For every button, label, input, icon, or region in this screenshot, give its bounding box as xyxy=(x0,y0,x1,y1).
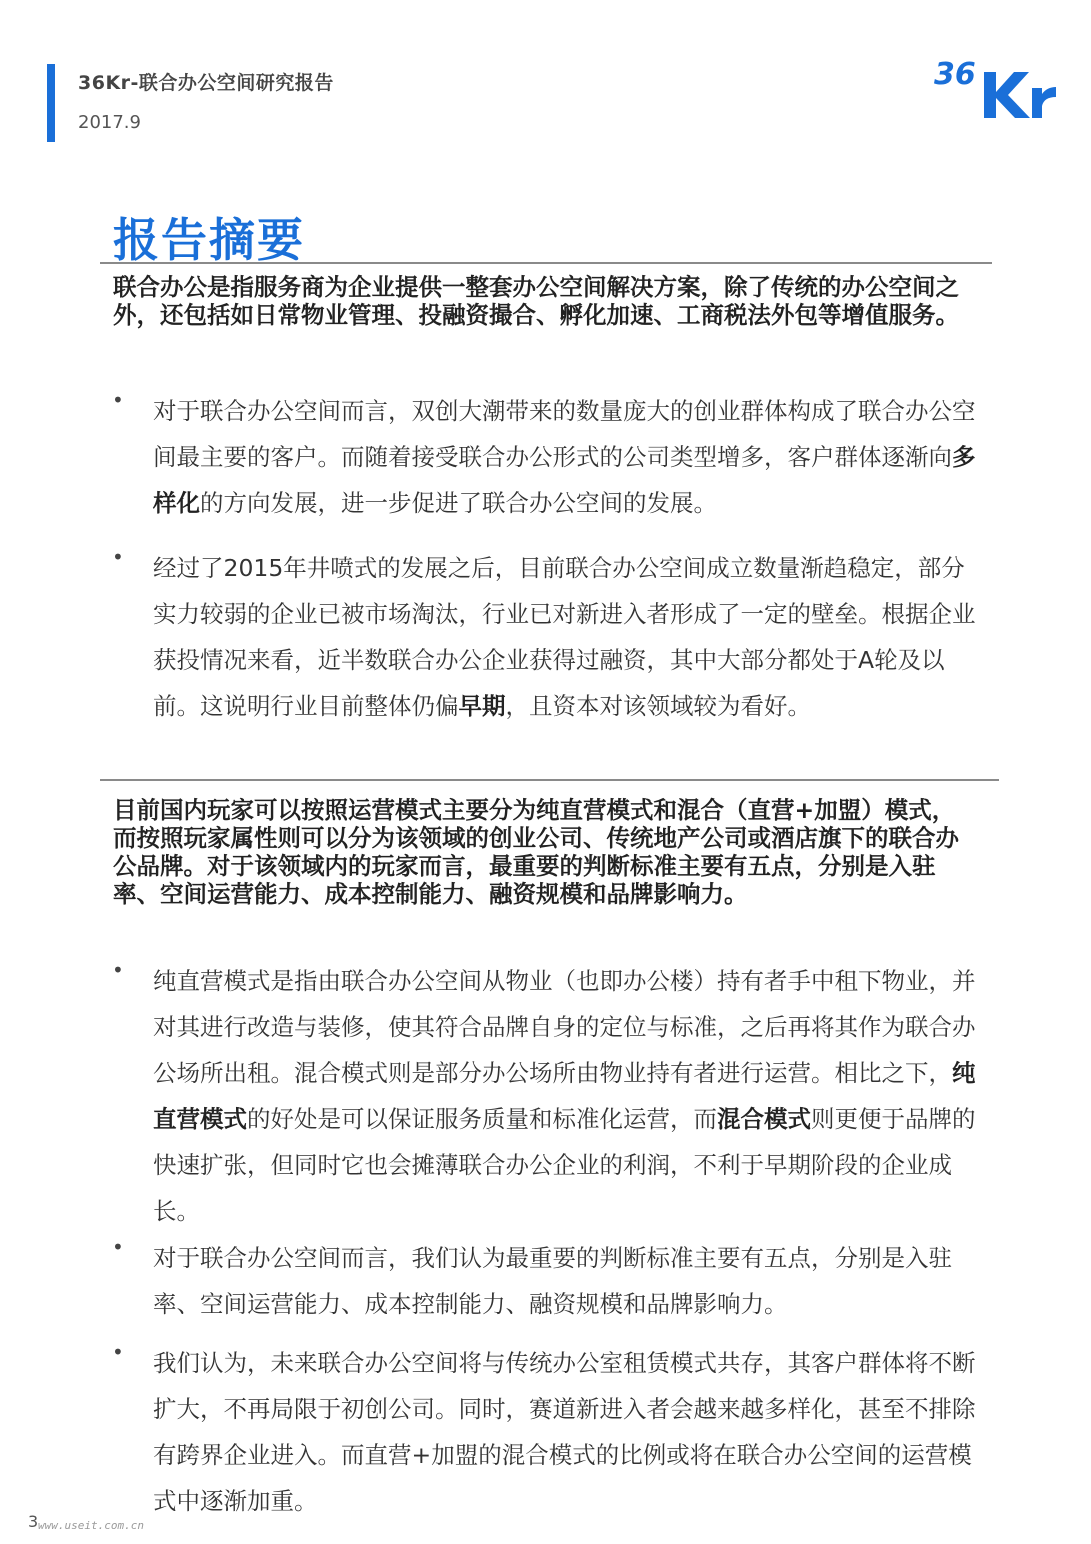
bold-emphasis: 混合模式 xyxy=(717,1105,811,1133)
section-divider xyxy=(100,779,999,781)
bullet-text: 对于联合办公空间而言，双创大潮带来的数量庞大的创业群体构成了联合办公空间最主要的客户。而随着接受联合办公形式的公司类型增多，客户群体逐渐向多样化的方向发展，进一步促进了联合办公空间的发展。 xyxy=(153,397,976,517)
bullet-text: 我们认为，未来联合办公空间将与传统办公室租赁模式共存，其客户群体将不断扩大，不再局限于初创公司。同时，赛道新进入者会越来越多样化，甚至不排除有跨界企业进入。而直营+加盟的混合模式的比例或将在联合办公空间的运营模式中逐渐加重。 xyxy=(153,1349,976,1515)
header-accent-bar xyxy=(47,64,55,142)
section-divider xyxy=(100,262,992,264)
svg-text:36: 36 xyxy=(934,57,976,92)
bold-emphasis: 纯直营模式 xyxy=(153,1059,976,1133)
report-date: 2017.9 xyxy=(78,112,141,133)
36kr-logo xyxy=(932,54,1056,128)
bullet-text: 经过了2015年井喷式的发展之后，目前联合办公空间成立数量渐趋稳定，部分实力较弱的企业已被市场淘汰，行业已对新进入者形成了一定的壁垒。根据企业获投情况来看，近半数联合办公企业获得过融资，其中大部分都处于A轮及以前。这说明行业目前整体仍偏早期，且资本对该领域较为看好。 xyxy=(153,554,976,720)
bold-emphasis: 早期 xyxy=(458,692,506,720)
page-number: 3 xyxy=(28,1512,39,1531)
bullet-dot: • xyxy=(112,388,124,412)
summary-paragraph-2: 目前国内玩家可以按照运营模式主要分为纯直营模式和混合（直营+加盟）模式，而按照玩家属性则可以分为该领域的创业公司、传统地产公司或酒店旗下的联合办公品牌。对于该领域内的玩家而言，最重要的判断标准主要有五点，分别是入驻率、空间运营能力、成本控制能力、融资规模和品牌影响力。 xyxy=(113,796,959,908)
bullet-dot: • xyxy=(112,1340,124,1364)
bullet-text: 对于联合办公空间而言，我们认为最重要的判断标准主要有五点，分别是入驻率、空间运营能力、成本控制能力、融资规模和品牌影响力。 xyxy=(153,1244,952,1318)
report-title: 36Kr-联合办公空间研究报告 xyxy=(78,72,334,94)
watermark: www.useit.com.cn xyxy=(38,1519,144,1532)
bullet-text: 纯直营模式是指由联合办公空间从物业（也即办公楼）持有者手中租下物业，并对其进行改造与装修，使其符合品牌自身的定位与标准，之后再将其作为联合办公场所出租。混合模式则是部分办公场所由物业持有者进行运营。相比之下，纯直营模式的好处是可以保证服务质量和标准化运营，而混合模式则更便于品牌的快速扩张，但同时它也会摊薄联合办公企业的利润，不利于早期阶段的企业成长。 xyxy=(153,967,976,1225)
bold-emphasis: 多样化 xyxy=(153,443,976,517)
bullet-dot: • xyxy=(112,545,124,569)
section-title: 报告摘要 xyxy=(113,213,305,267)
bullet-dot: • xyxy=(112,958,124,982)
bullet-dot: • xyxy=(112,1235,124,1259)
summary-paragraph-1: 联合办公是指服务商为企业提供一整套办公空间解决方案，除了传统的办公空间之外，还包括如日常物业管理、投融资撮合、孵化加速、工商税法外包等增值服务。 xyxy=(113,273,959,329)
